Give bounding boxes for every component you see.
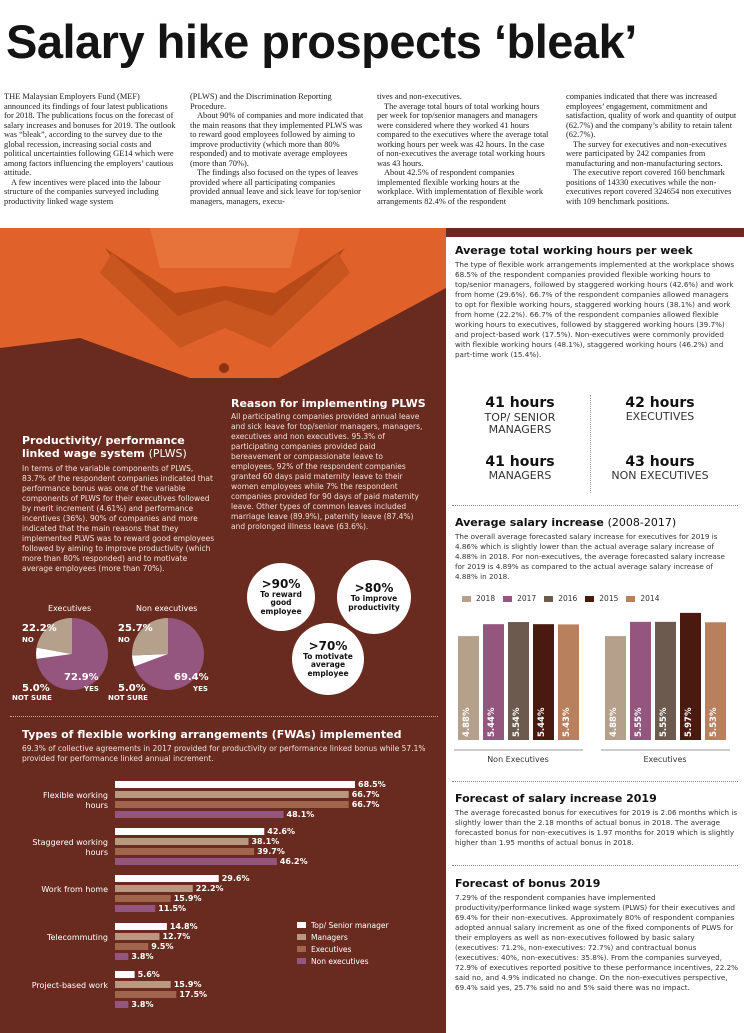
pie-exec-no-value: 22.2% — [22, 623, 57, 634]
legend-swatch — [297, 946, 306, 952]
fwa-bar-label: 42.6% — [267, 827, 296, 836]
fwa-bar — [115, 953, 128, 960]
hours-value: 41 hours — [485, 395, 555, 411]
pie-nonexec-no-value: 25.7% — [118, 623, 153, 634]
intro-paragraph: A few incentives were placed into the labour structure of the companies surveyed including productivity linked wage system — [4, 177, 161, 206]
salary-bar-label: 5.55% — [659, 707, 669, 737]
fwa-bar-label: 3.8% — [131, 952, 154, 961]
hours-divider — [590, 395, 591, 493]
legend-label: 2015 — [599, 594, 619, 603]
intro-paragraph: The survey for executives and non-executives were participated by 242 companies from manufacturing and non-manufacturing sectors. — [566, 139, 727, 168]
legend-label: 2014 — [640, 594, 660, 603]
fwa-bar-label: 66.7% — [351, 790, 380, 799]
salary-bar-label: 4.88% — [609, 707, 619, 737]
salary-bar-label: 5.44% — [487, 707, 497, 737]
salary-bar-label: 5.44% — [537, 707, 547, 737]
salary-title-text: Average salary increase — [455, 516, 604, 529]
divider — [10, 716, 438, 717]
pie-nonexec-no-label: NO — [118, 636, 130, 644]
businessman-illustration — [0, 228, 446, 408]
reason-title: Reason for implementing PLWS — [231, 397, 426, 410]
fwa-legend-item — [297, 931, 389, 943]
fwa-bar-label: 66.7% — [351, 800, 380, 809]
fwa-bar — [115, 781, 355, 788]
headline: Salary hike prospects ‘bleak’ — [6, 15, 637, 68]
fwa-legend-item — [297, 943, 389, 955]
legend-label: Top/ Senior manager — [311, 920, 389, 930]
forecast-bonus-title: Forecast of bonus 2019 — [455, 877, 601, 890]
pie-nonexec-not-sure-label: NOT SURE — [108, 694, 148, 702]
fwa-bar — [115, 811, 284, 818]
legend-swatch — [297, 934, 306, 940]
hours-item-top-senior — [455, 395, 585, 436]
fwa-bar-label: 29.6% — [221, 874, 250, 883]
fwa-bar-label: 39.7% — [257, 847, 285, 856]
plws-title — [22, 434, 222, 460]
fwa-bar-label: 12.7% — [162, 932, 191, 941]
intro-paragraph: The executive report covered 160 benchmark positions of 14330 executives while the non-executives report covered 324654 non executives with 109 benchmark positions. — [566, 168, 732, 206]
intro-paragraph: About 42.5% of respondent companies implemented flexible working hours at the workplace. With implementation of flexible work arrangements 82.4% of the respondent — [377, 168, 544, 206]
fwa-bar — [115, 981, 171, 988]
hours-body: The type of flexible work arrangements implemented at the workplace shows 68.5% of the respondent companies provided flexible working hours to top/senior managers, followed by staggered working hours (42.6%) and work from home (29.6%). 66.7% of the respondent companies allowed managers to opt for flexible working hours, staggered working hours (38.1%) and work from home (22.2%). 66.7% of the respondent companies allowed flexible working hours to executives, followed by staggered working hours (39.7%) and project-based work (17.5%). Non-executives were commonly provided with flexible working hours (48.1%), staggered working hours (46.2%) and part-time work (15.4%). — [455, 260, 735, 359]
pie-exec-not-sure-label: NOT SURE — [12, 694, 52, 702]
fwa-category-label: Work from home — [41, 885, 108, 894]
salary-bar-label: 5.54% — [512, 707, 522, 737]
fwa-category-label: Project-based work — [31, 981, 108, 990]
hours-item-executives — [595, 395, 725, 423]
bubble-reward-label: To reward good employee — [260, 589, 302, 616]
legend-label: 2018 — [476, 594, 496, 603]
fwa-bar — [115, 885, 193, 892]
plws-title-suffix: (PLWS) — [148, 447, 187, 460]
fwa-chart — [0, 778, 446, 1028]
bubble-motivate-label: To motivate average employee — [303, 651, 353, 678]
pie-nonexec-not-sure-value: 5.0% — [118, 683, 146, 694]
legend-label: Managers — [311, 932, 348, 942]
hours-label: NON EXECUTIVES — [611, 469, 709, 482]
fwa-legend-item — [297, 919, 389, 931]
pie-nonexec-yes-value: 69.4% — [174, 672, 209, 683]
salary-body: The overall average forecasted salary increase for executives for 2019 is 4.86% which is slightly lower than the actual average salary increase of 4.88% in 2018. For non-executives, the average forecasted salary increase for 2019 is 4.89% as compared to the actual average salary increase of 4.88% in 2018. — [455, 532, 725, 581]
fwa-bar-label: 48.1% — [286, 810, 315, 819]
neck-shape — [150, 228, 300, 268]
hours-value: 42 hours — [625, 395, 695, 411]
intro-column-2 — [190, 92, 364, 218]
forecast-salary-body: The average forecasted bonus for executives for 2019 is 2.06 months which is slightly lower than the 2.18 months of actual bonus in 2018. The average forecasted bonus for non-executives is 1.97 months for 2019 which is slightly higher than 1.95 months of actual bonus in 2018. — [455, 808, 738, 847]
fwa-bar — [115, 848, 254, 855]
bubble-productivity-value: >80% — [354, 581, 394, 595]
fwa-bar — [115, 895, 171, 902]
hours-value: 41 hours — [485, 454, 555, 470]
fwa-bar-label: 11.5% — [158, 904, 187, 913]
fwa-bar — [115, 971, 135, 978]
intro-paragraph: About 90% of companies and more indicated that the main reasons that they implemented PLWS was to reward good employees followed by aiming to improve productivity (which more than 80% responded) and to motivate average employees (more than 70%). — [190, 111, 364, 168]
intro-paragraph: (PLWS) and the Discrimination Reporting Procedure. — [190, 92, 332, 111]
divider — [452, 865, 738, 866]
hours-label: EXECUTIVES — [625, 410, 695, 423]
pie-exec-yes-label: YES — [84, 685, 99, 693]
intro-paragraph: THE Malaysian Employers Fund (MEF) announced its findings of four latest publications for 2018. The publications focus on the forecast of salary increases and bonuses for 2019. The outlook was “bleak”, according to the survey due to the global recession, increasing social costs and political uncertainties following GE14 which were among factors influencing the employers’ cautious attitude. — [4, 92, 176, 177]
pie-title-executives: Executives — [48, 604, 92, 613]
legend-label: Non executives — [311, 956, 369, 966]
hours-title: Average total working hours per week — [455, 244, 693, 257]
hours-label: TOP/ SENIOR MANAGERS — [484, 411, 556, 436]
fwa-bar — [115, 933, 159, 940]
fwa-bar-label: 15.9% — [173, 894, 202, 903]
fwa-bar — [115, 1001, 128, 1008]
intro-paragraph: The findings also focused on the types of leaves provided where all participating companies provided annual leave and sick leave for top/senior managers, managers, execu- — [190, 168, 361, 206]
hours-item-managers — [455, 454, 585, 482]
legend-label: 2017 — [517, 594, 537, 603]
fwa-bar-label: 5.6% — [137, 970, 160, 979]
bubble-productivity — [337, 560, 411, 634]
fwa-bar — [115, 991, 176, 998]
salary-bar-label: 5.55% — [634, 707, 644, 737]
bubble-reward-value: >90% — [261, 576, 301, 591]
legend-label: Executives — [311, 944, 352, 954]
fwa-subtitle: 69.3% of collective agreements in 2017 provided for productivity or performance linked bonus while 57.1% provided for performance linked annual increment. — [22, 744, 426, 763]
forecast-bonus-body: 7.29% of the respondent companies have implemented productivity/performance linked wage system (PLWS) for their executives and 69.4% for their non-executives. Approximately 80% of respondent companies adopted annual salary increment as one of the fixed components of PLWS for their employers as well as non-executives followed by basic salary (executives: 71.2%, non-executives: 72.7%) and contractual bonus (executives: 40%, non-executives: 35.8%). From the companies surveyed, 72.9% of executives reported positive to these performance incentives, 22.2% said no, and 4.9% indicated no change. On the non-executives perspective, 69.4% said yes, 25.7% said no and 5% said there was no impact. — [455, 893, 738, 992]
salary-chart — [446, 600, 744, 775]
intro-paragraph: companies indicated that there was increased employees’ engagement, commitment and satisfaction, quality of work and quantity of output (62.7%) and the company’s ability to retain talent (62.7%). — [566, 92, 737, 139]
fwa-bar-label: 46.2% — [279, 857, 308, 866]
hours-value: 43 hours — [625, 454, 695, 470]
fwa-bar — [115, 858, 277, 865]
forecast-salary-title: Forecast of salary increase 2019 — [455, 792, 657, 805]
fwa-bar — [115, 801, 349, 808]
bubble-productivity-label: To improve productivity — [348, 594, 400, 612]
fwa-bar — [115, 791, 349, 798]
fwa-bar-label: 15.9% — [173, 980, 202, 989]
plws-title-text: Productivity/ performance linked wage system — [22, 434, 185, 460]
pie-nonexec-yes-label: YES — [193, 685, 208, 693]
fwa-bar-label: 22.2% — [195, 884, 224, 893]
fwa-bar-label: 38.1% — [251, 837, 280, 846]
salary-bar-label: 5.97% — [684, 707, 694, 737]
intro-column-1 — [4, 92, 178, 218]
fwa-legend-item — [297, 955, 389, 967]
fwa-bar — [115, 943, 148, 950]
fwa-category-label: Staggered working hours — [32, 838, 108, 857]
fwa-bar — [115, 923, 167, 930]
fwa-category-label: Flexible working hours — [42, 791, 108, 810]
salary-title-suffix: (2008-2017) — [607, 516, 677, 529]
intro-column-3 — [377, 92, 551, 218]
hours-item-non-executives — [595, 454, 725, 482]
hours-label: MANAGERS — [488, 469, 552, 482]
salary-category-label: Executives — [643, 755, 687, 764]
bubble-reward — [247, 563, 315, 631]
fwa-bar-label: 3.8% — [131, 1000, 154, 1009]
legend-swatch — [297, 922, 306, 928]
salary-category-label: Non Executives — [487, 755, 549, 764]
divider — [452, 505, 738, 506]
fwa-bar — [115, 838, 248, 845]
salary-bar-label: 4.88% — [462, 707, 472, 737]
button-shape — [219, 363, 229, 373]
salary-bar-chart — [446, 600, 744, 775]
salary-title — [455, 516, 676, 529]
legend-label: 2016 — [558, 594, 578, 603]
fwa-bar-label: 68.5% — [358, 780, 386, 789]
divider — [452, 781, 738, 782]
pie-title-non-executives: Non executives — [136, 604, 198, 613]
fwa-bar — [115, 828, 264, 835]
fwa-bar-label: 9.5% — [151, 942, 174, 951]
intro-paragraph: tives and non-executives. — [377, 92, 462, 101]
fwa-category-label: Telecommuting — [46, 933, 108, 942]
intro-column-4 — [566, 92, 740, 218]
fwa-bar-label: 14.8% — [169, 922, 198, 931]
fwa-title: Types of flexible working arrangements (FWAs) implemented — [22, 728, 402, 741]
fwa-legend — [297, 919, 389, 967]
fwa-bar-label: 17.5% — [179, 990, 208, 999]
fwa-bar — [115, 905, 155, 912]
pie-exec-yes-value: 72.9% — [64, 672, 99, 683]
legend-swatch — [297, 958, 306, 964]
plws-body: In terms of the variable components of PLWS, 83.7% of the respondent companies indicated that performance bonus was one of the variable components of PLWS for their executives followed by merit increment (4.61%) and performance incentives (36%). 90% of companies and more indicated that the main reasons that they implemented PLWS was to reward good employees followed by aiming to improve productivity (which more than 80% responded) and to motivate average employees (more than 70%). — [22, 464, 215, 573]
fwa-bar — [115, 875, 219, 882]
pie-exec-no-label: NO — [22, 636, 34, 644]
intro-paragraph: The average total hours of total working hours per week for top/senior managers and managers were considered where they worked 41 hours compared to the executives where the average total working hours per week was 42 hours. In the case of non-executives the average total working hours was 43 hours. — [377, 101, 549, 168]
bubble-motivate-value: >70% — [308, 638, 348, 653]
salary-bar-label: 5.43% — [562, 707, 572, 737]
pie-exec-not-sure-value: 5.0% — [22, 683, 50, 694]
salary-bar-label: 5.53% — [709, 707, 719, 737]
reason-body: All participating companies provided annual leave and sick leave for top/senior managers, managers, executives and non executives. 95.3% of participating companies provided paid bereavement or compassionate leave to employees, 92% of the respondent companies granted 60 days paid maternity leave to their women employees while 7% the respondent companies provided for 90 days of paid maternity leave. Other types of common leaves included marriage leave (89.9%), paternity leave (87.4%) and prolonged illness leave (63.6%). — [231, 412, 423, 531]
bubble-motivate — [292, 623, 364, 695]
